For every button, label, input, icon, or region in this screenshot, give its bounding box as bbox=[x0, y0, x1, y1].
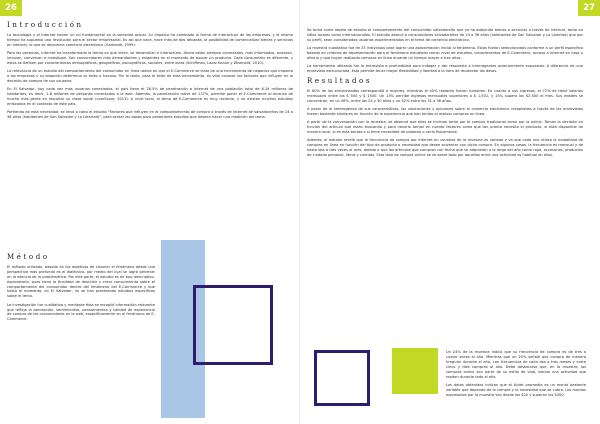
intro-paragraph: En El Salvador, hoy cada vez más usuarios conectados, el país tiene el 28.5% de penetración a Internet de una población total de 6.34 millones de habitantes, es decir, 1.8 millones de personas conectadas a la web. Además, la penetración móvil de 137%, permite poner el E-Commerce al alcance de mucha más gente en importar su clase social (comScore, 2013). A nivel local, el tema de E-Commerce es muy reciente, y no existen muchos estudios enfocados en el contexto de este país. bbox=[7, 87, 293, 106]
method-paragraph: El método utilizado, basado en los objetivos de conocer el fenómeno desde una perspectiva más profunda es el dialéctico, por medio del cual se logró penetrar en la esencia de la problemática. Por otra parte, el estudio es de tipo descriptivo-exploratorio, pues tiene la finalidad de describir y crear conocimiento sobre el comportamiento del consumidor dentro del fenómeno del E-Commerce y que hasta el momento, en El Salvador, no se han presentado estudios específicos sobre el tema. bbox=[7, 264, 155, 299]
intro-paragraph: La relevancia de un estudio del comportamiento del consumidor en línea radica en que el E-Commerce se trata de una herramienta de negocios que impacta a las empresas y su adopción determina su éxito o fracaso. Por lo tanto, para el éxito de esta herramienta, es vital conocer los factores que influyen en la decisión de compra de sus usuarios. bbox=[7, 69, 293, 83]
results-paragraph: A pesar de la heterogénea de sus características, las valoraciones y opiniones sobre el comercio electrónico recopiladas a través de las entrevistas fueron bastante similares en función de la experiencia que han tenido al realizar compras en línea. bbox=[307, 107, 583, 116]
box-paragraph: Los datos obtenidos indican que el ticket promedio es un monto bastante variable que depende de la compra y la necesidad que se cubra. Los montos expresados por la muestra van desde los $20 y superan los $300. bbox=[446, 382, 586, 397]
results-paragraph: Además, el estudio reveló que la frecuencia de compra por Internet en usuarios de la muestra es variada y va que cada uno utiliza la modalidad de compras en línea en función del tipo de producto o necesidad que desee solventar con dicha compra. En algunos casos, la frecuencia es mensual y de hasta dos o tres veces al mes, debido a que los artículos que compran con fecha que se adquieren a lo largo del año como ropa, accesorios, productos de cuidado personal, libros y cuentas. Esta tasa de compra online se ve sobre todo por aquellos entre una actividad es habitual en ellos. bbox=[307, 138, 583, 158]
intro-paragraph: Para las personas, Internet ha transformado la forma en que viven, se desarrollan e interactúan. Ahora están siempre conectados, más informados, analizan, innovan, conversan e investigan. Son consumidores más demandantes y exigentes en el momento de buscar un producto. Cada consumidor es diferente, y estos se definen por características demográficas, geográficas, psicográficas, sociales, entre otras (Schiffman, Lazar Kanuk y Wisenblit, 2010). bbox=[7, 51, 293, 65]
method-paragraph: La investigación fue cualitativa y mediante ésta se recopiló información relevante que refleja la percepción, sentimientos, pensamientos y calidad de experiencia de compra de los consumidores en la web, específicamente en el fenómeno de E-Commerce. bbox=[7, 302, 155, 322]
box-paragraph: Un 24% de la muestra indicó que su frecuencia de compra es de tres a cuatro veces al año. Mientras que un 20% señaló que compra de manera irregular durante el año, con frecuencias de cada dos o tres meses y entre cinco y diez compras al año. Debe destacarse que, en la muestra, las compras online son parte de su estilo de vida, siendo una actividad que repiten durante todo el año. bbox=[446, 350, 586, 379]
left-column-top bbox=[7, 18, 293, 123]
body-paragraph: La herramienta utilizada fue la entrevista a profundidad para indagar y dar respuesta a interrogantes anteriormente expuestas. A diferencia de una entrevista estructurada, ésta permite tener mayor flexibilidad y libertad a la hora de recolectar los datos. bbox=[307, 64, 583, 74]
page-number-right: 27 bbox=[578, 0, 600, 16]
right-column-top bbox=[307, 28, 583, 161]
page-number-left: 26 bbox=[0, 0, 22, 16]
right-page bbox=[300, 0, 600, 424]
body-paragraph: Se tomó como objeto de estudio el comportamiento del consumidor salvadoreño que ya ha adquirido bienes o servicios a través de Internet, tanto en sitios locales como internacionales. El estudio abarcó a consumidores salvadoreños de 24 a 36 años (habitantes de San Salvador y La Libertad) que por su perfil, sean considerados usuarios experimentados en el tema de comercio electrónico. bbox=[307, 28, 583, 42]
intro-paragraph: La tecnología y el Internet tienen un rol fundamental en la sociedad actual. Su impacto ha cambiado la forma de interactuar de las empresas, y el mismo tiempo ha supuesto una revolución para el sector empresarial. Es así que nace, hace más de dos décadas, la posibilidad de comercializar bienes y servicios en Internet, lo que se denomina comercio electrónico (Garibaldi, 1999). bbox=[7, 32, 293, 47]
intro-paragraph: Partiendo de esta necesidad, se llevó a cabo el estudio "Factores que influyen en el comportamiento de compra a través de Internet de salvadoreños de 24 a 36 años (habitantes de San Salvador y La Libertad)", para sentar las bases para posteriores estudios que deseen hacer una medición del tema. bbox=[7, 110, 293, 120]
body-paragraph: La muestra cualitativa fue de 25 individuos para lograr una aproximación inicial al fenómeno. Estos fueron seleccionados conforme a un perfil específico basado en criterios de representación para el fenómeno estudiado como: nivel de estudios, conocimientos de E-Commerce, acceso a Internet en casa u oficina y que hayan realizado compras en línea durante un tiempo mayor a tres años. bbox=[307, 46, 583, 60]
right-column-box-text bbox=[446, 350, 586, 401]
metodo-heading: Método bbox=[7, 253, 50, 261]
resultados-heading: Resultados bbox=[307, 77, 373, 86]
purple-outline-square-right bbox=[314, 350, 370, 406]
green-square bbox=[392, 348, 438, 394]
purple-outline-square bbox=[193, 285, 273, 365]
results-paragraph: A partir de la conversación con la muestra, se observó que ellos se inclinan tanto por la compra tradicional como por la online. Toman la decisión en función del artículo que están buscando y para hacerlo toman en cuenta factores como que tan pronto necesita el producto, si está disponible de manera local, si es más barato o si tiene necesidad de probarlo o verlo físicamente. bbox=[307, 120, 583, 135]
left-column-method bbox=[7, 250, 155, 326]
introduccion-heading: Introducción bbox=[7, 21, 84, 29]
results-paragraph: El 60% de los entrevistados correspondió a mujeres, mientras el 40% restante fueron hombres. En cuanto a sus ingresos, el 72% de tiene salarios mensuales entre los $ 500 y $ 1500. Un 13% percibe ingresos mensuales superiores a $ 1,501, y 15% supera los $2,500 al mes. Sus edades se concentran, en un 48%, entre los 24 y 30 años y un 52% entre los 31 a 36 años. bbox=[307, 88, 583, 103]
